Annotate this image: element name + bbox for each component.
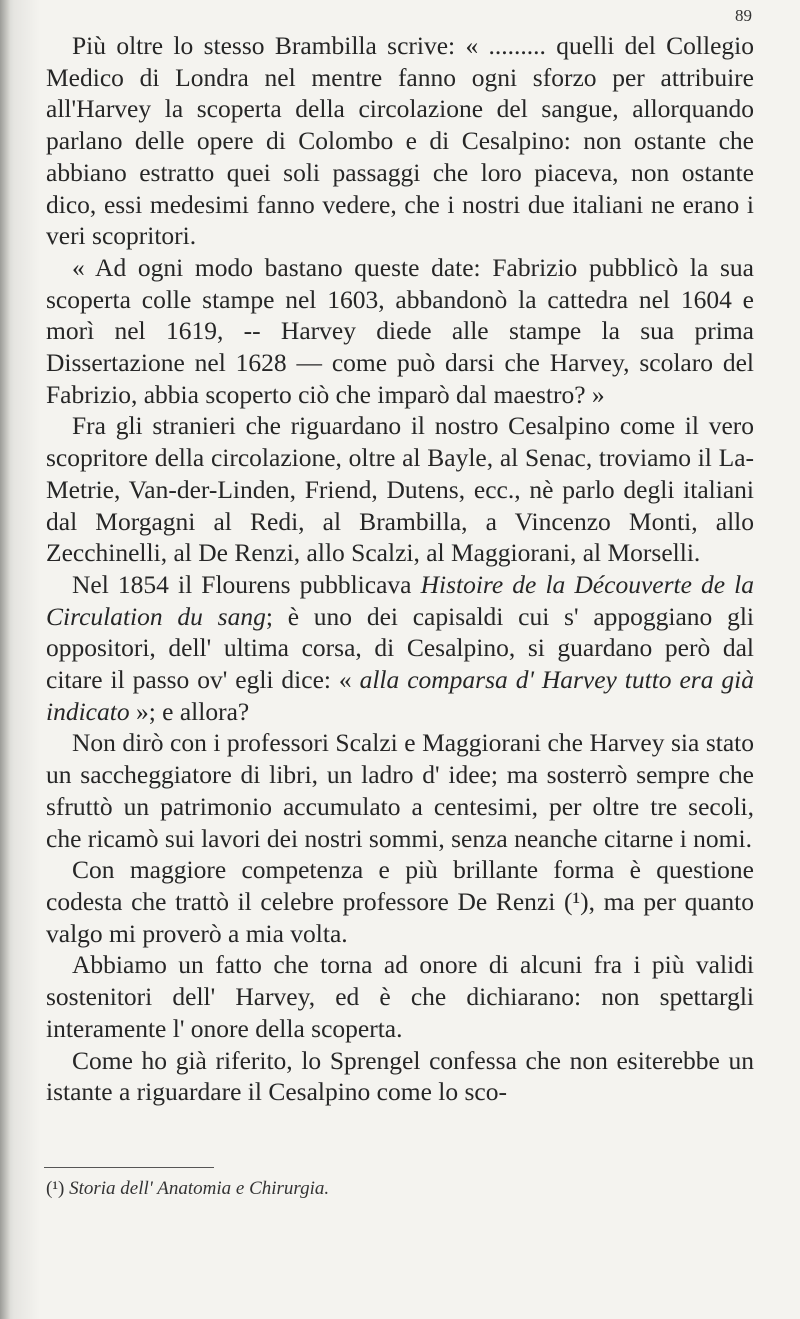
text-run: ; è uno dei capisaldi cui s' appoggiano gli oppositori, dell' ultima corsa, di Cesalpino, si guardano però dal citare il passo ov' egli dice: « — [46, 601, 754, 695]
page-number: 89 — [735, 6, 752, 25]
text-run: Fra gli stranieri che riguardano il nostro Cesalpino come il vero scopritore della circolazione, oltre al Bayle, al Senac, troviamo il La-Metrie, Van-der-Linden, Friend, Dutens, ecc., nè parlo degli italiani dal Morgagni al Redi, al Brambilla, a Vincenzo Monti, allo Zecchinelli, al De Renzi, allo Scalzi, al Maggiorani, al Morselli. — [46, 411, 754, 568]
text-run: Con maggiore competenza e più brillante forma è questione codesta che trattò il celebre professore De Renzi (¹), ma per quanto valgo mi proverò a mia volta. — [46, 855, 754, 948]
paragraph — [46, 727, 754, 854]
paragraph — [46, 252, 754, 411]
paragraph — [46, 30, 754, 252]
body-text — [46, 30, 754, 1108]
paragraph — [46, 569, 754, 728]
footnote — [46, 1178, 329, 1200]
footnote-marker: (¹) — [46, 1178, 65, 1199]
italic-text: Histoire de la Découverte de la Circulation du sang — [46, 569, 754, 631]
text-run: Abbiamo un fatto che torna ad onore di alcuni fra i più validi sostenitori dell' Harvey, ed è che dichiarano: non spettargli interamente l' onore della scoperta. — [46, 950, 754, 1043]
footnote-text: Storia dell' Anatomia e Chirurgia. — [69, 1178, 330, 1199]
text-run: « Ad ogni modo bastano queste date: Fabrizio pubblicò la sua scoperta colle stampe nel 1603, abbandonò la cattedra nel 1604 e morì nel 1619, -- Harvey diede alle stampe la sua prima Dissertazione nel 1628 — come può darsi che Harvey, scolaro del Fabrizio, abbia scoperto ciò che imparò dal maestro? » — [46, 252, 754, 409]
text-run: Come ho già riferito, lo Sprengel confessa che non esiterebbe un istante a riguardare il Cesalpino come lo sco- — [46, 1045, 754, 1107]
paragraph — [46, 949, 754, 1044]
text-run: Più oltre lo stesso Brambilla scrive: « ......... quelli del Collegio Medico di Londra nel mentre fanno ogni sforzo per attribuire all'Harvey la scoperta della circolazione del sangue, allorquando parlano delle opere di Colombo e di Cesalpino: non ostante che abbiano estratto quei soli passaggi che loro piaceva, non ostante dico, essi medesimi fanno vedere, che i nostri due italiani ne erano i veri scopritori. — [46, 31, 754, 251]
italic-text: alla comparsa d' Harvey tutto era già indicato — [46, 665, 754, 726]
paragraph — [46, 410, 754, 569]
text-run: Non dirò con i professori Scalzi e Maggiorani che Harvey sia stato un saccheggiatore di libri, un ladro d' idee; ma sosterrò sempre che sfruttò un patrimonio accumulato a centesimi, per oltre tre secoli, che ricamò sui lavori dei nostri sommi, senza neanche citarne i nomi. — [46, 728, 754, 853]
text-run: Nel 1854 il Flourens pubblicava — [72, 569, 421, 599]
footnote-divider — [44, 1167, 214, 1168]
spine-shadow — [0, 0, 10, 1319]
paragraph — [46, 1045, 754, 1108]
paragraph — [46, 854, 754, 949]
text-run: »; e allora? — [129, 696, 250, 726]
